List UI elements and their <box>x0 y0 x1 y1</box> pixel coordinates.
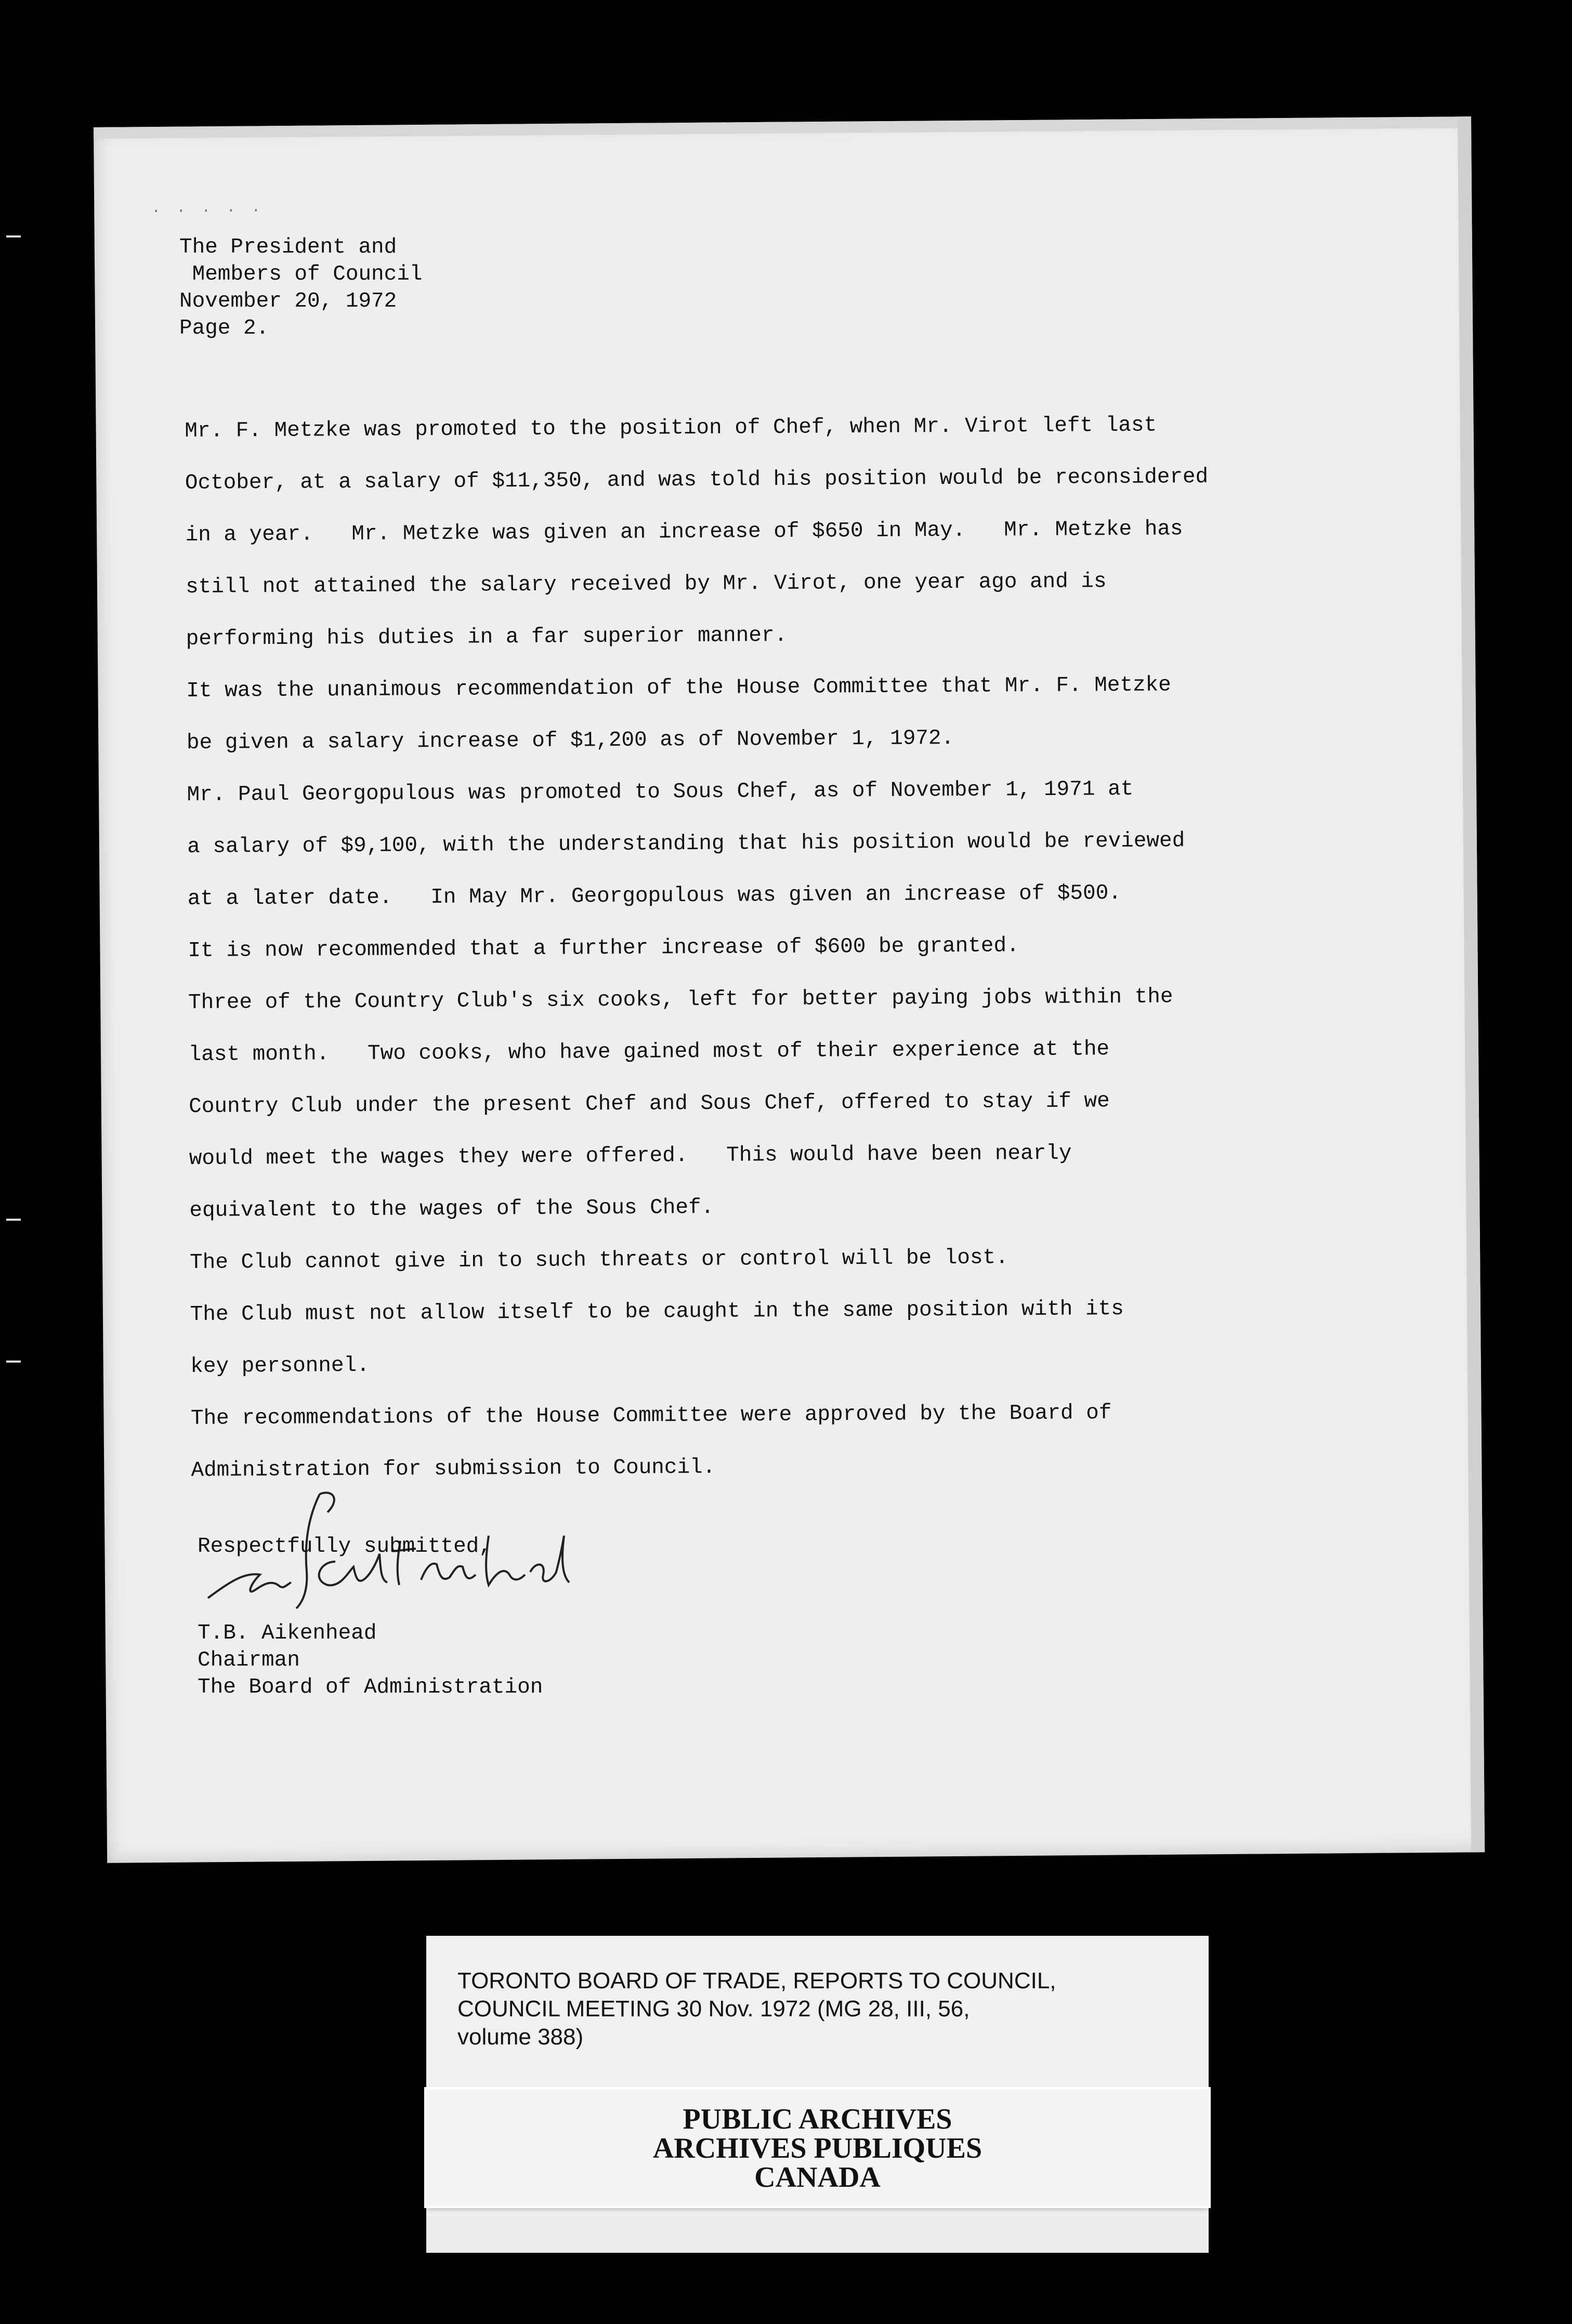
page-marks: . . . . . <box>151 199 264 218</box>
film-edge-mark-lower <box>6 1361 21 1363</box>
letter-body <box>185 399 1283 1497</box>
recipient-line-2: Members of Council <box>179 262 423 286</box>
signatory-title: Chairman <box>198 1648 300 1672</box>
body-line: still not attained the salary received by Mr. Virot, one year ago and is <box>185 570 1107 599</box>
page-number: Page 2. <box>179 316 269 340</box>
body-line: It is now recommended that a further increase of $600 be granted. <box>188 934 1019 963</box>
body-line: October, at a salary of $11,350, and was told his position would be reconsidered <box>185 465 1209 495</box>
closing-salutation: Respectfully submitted, <box>198 1535 492 1559</box>
body-line: in a year. Mr. Metzke was given an increase of $650 in May. Mr. Metzke has <box>185 517 1183 547</box>
archive-reference <box>457 1967 1056 2051</box>
body-line: The Club cannot give in to such threats or control will be lost. <box>189 1246 1008 1275</box>
body-line: The recommendations of the House Committee were approved by the Board of <box>190 1401 1112 1431</box>
body-line: at a later date. In May Mr. Georgopulous was given an increase of $500. <box>187 881 1122 911</box>
body-line: a salary of $9,100, with the understanding that his position would be reviewed <box>187 829 1185 859</box>
archives-stamp <box>426 2089 1209 2206</box>
stamp-line-3: CANADA <box>754 2161 881 2194</box>
archive-reference-line-1: TORONTO BOARD OF TRADE, REPORTS TO COUNCIL, <box>457 1968 1056 1993</box>
stamp-line-1: PUBLIC ARCHIVES <box>683 2103 952 2135</box>
letter-closing <box>198 1533 543 1701</box>
letter-header <box>179 234 422 342</box>
body-line: last month. Two cooks, who have gained most of their experience at the <box>188 1037 1110 1067</box>
stamp-line-2: ARCHIVES PUBLIQUES <box>652 2132 983 2164</box>
body-line: Three of the Country Club's six cooks, left for better paying jobs within the <box>188 985 1173 1015</box>
film-edge-mark-middle <box>6 1219 21 1221</box>
archive-reference-line-3: volume 388) <box>457 2024 584 2050</box>
archive-label <box>426 1936 1209 2253</box>
body-line: equivalent to the wages of the Sous Chef. <box>189 1195 714 1223</box>
body-line: performing his duties in a far superior manner. <box>186 623 788 651</box>
body-line: Mr. F. Metzke was promoted to the position of Chef, when Mr. Virot left last <box>185 413 1157 443</box>
recipient-line-1: The President and <box>179 235 397 259</box>
body-line: Administration for submission to Council. <box>191 1455 716 1483</box>
signatory-organization: The Board of Administration <box>198 1675 543 1699</box>
body-line: key personnel. <box>190 1353 370 1379</box>
body-line: Mr. Paul Georgopulous was promoted to Sous Chef, as of November 1, 1971 at <box>187 777 1134 807</box>
signature-space <box>198 1560 543 1620</box>
signatory-name: T.B. Aikenhead <box>198 1621 377 1645</box>
body-line: would meet the wages they were offered. This would have been nearly <box>189 1141 1072 1171</box>
body-line: be given a salary increase of $1,200 as of November 1, 1972. <box>186 726 954 755</box>
label-card-bottom <box>426 2216 1209 2253</box>
body-line: It was the unanimous recommendation of the House Committee that Mr. F. Metzke <box>186 673 1171 703</box>
film-edge-mark-top <box>6 235 21 237</box>
archive-reference-line-2: COUNCIL MEETING 30 Nov. 1972 (MG 28, III, 56, <box>457 1996 970 2022</box>
body-line: The Club must not allow itself to be caught in the same position with its <box>190 1297 1124 1327</box>
body-line: Country Club under the present Chef and Sous Chef, offered to stay if we <box>189 1089 1110 1119</box>
letter-date: November 20, 1972 <box>179 289 397 313</box>
